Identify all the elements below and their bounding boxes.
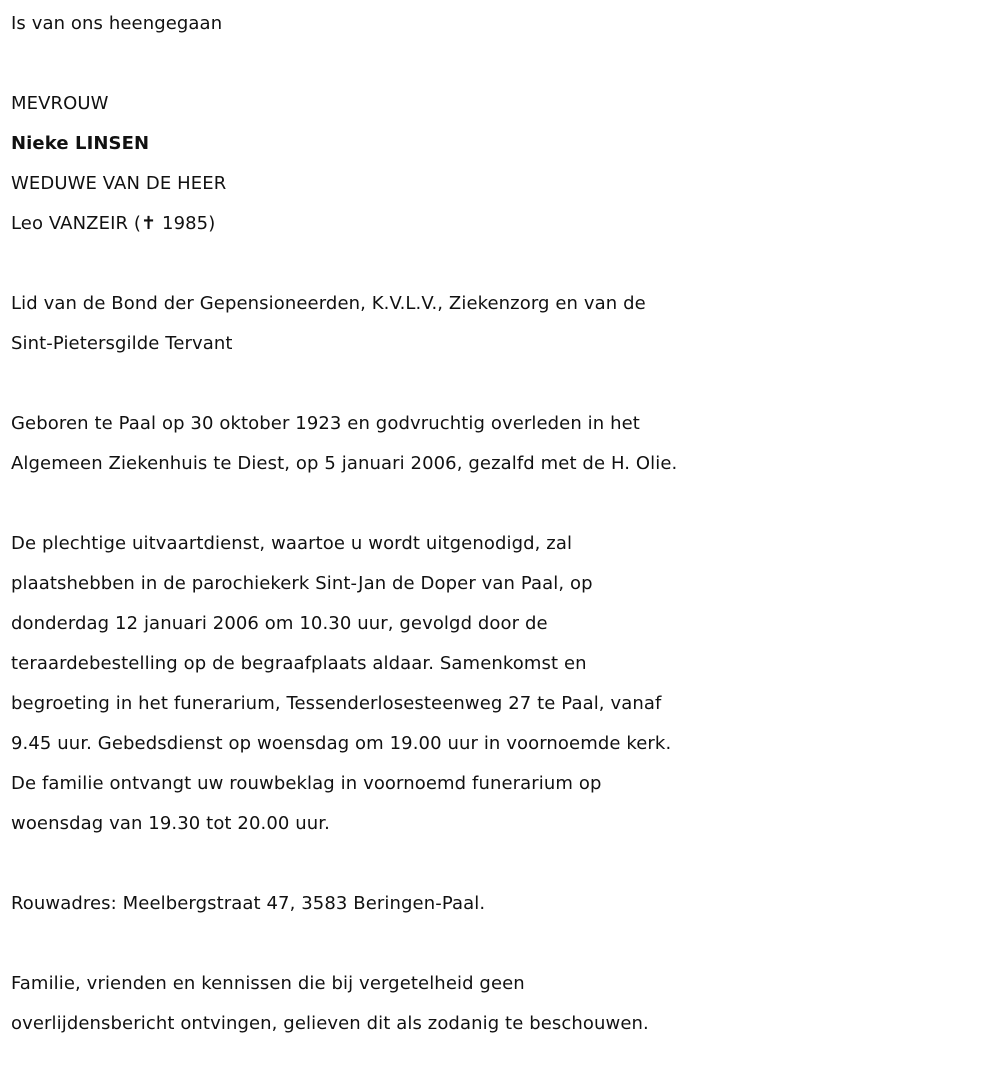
spacer [11,44,991,84]
paragraph-line: overlijdensbericht ontvingen, gelieven dit als zodanig te beschouwen. [11,1013,649,1034]
closing-paragraph [11,964,991,1044]
paragraph-line: Geboren te Paal op 30 oktober 1923 en godvruchtig overleden in het [11,413,640,434]
paragraph-line: Familie, vrienden en kennissen die bij vergetelheid geen [11,973,525,994]
mourning-address: Rouwadres: Meelbergstraat 47, 3583 Beringen-Paal. [11,893,486,914]
spacer [11,484,991,524]
paragraph-line: teraardebestelling op de begraafplaats aldaar. Samenkomst en [11,653,587,674]
membership-paragraph [11,284,991,364]
title-prefix: MEVROUW [11,93,109,114]
paragraph-line: begroeting in het funerarium, Tessenderlosesteenweg 27 te Paal, vanaf [11,693,662,714]
spacer [11,244,991,284]
paragraph-line: woensdag van 19.30 tot 20.00 uur. [11,813,330,834]
obituary-notice [11,0,991,1044]
service-paragraph [11,524,991,844]
spacer [11,844,991,884]
paragraph-line: Sint-Pietersgilde Tervant [11,333,233,354]
paragraph-line: Lid van de Bond der Gepensioneerden, K.V.L.V., Ziekenzorg en van de [11,293,646,314]
paragraph-line: De plechtige uitvaartdienst, waartoe u wordt uitgenodigd, zal [11,533,573,554]
birth-death-paragraph [11,404,991,484]
spacer [11,364,991,404]
paragraph-line: plaatshebben in de parochiekerk Sint-Jan de Doper van Paal, op [11,573,593,594]
intro-line: Is van ons heengegaan [11,13,223,34]
paragraph-line: 9.45 uur. Gebedsdienst op woensdag om 19.00 uur in voornoemde kerk. [11,733,672,754]
paragraph-line: donderdag 12 januari 2006 om 10.30 uur, gevolgd door de [11,613,548,634]
widow-of-label: WEDUWE VAN DE HEER [11,173,227,194]
spouse-name: Leo VANZEIR (✝ 1985) [11,213,216,234]
spacer [11,924,991,964]
paragraph-line: De familie ontvangt uw rouwbeklag in voornoemd funerarium op [11,773,602,794]
deceased-name: Nieke LINSEN [11,133,150,154]
paragraph-line: Algemeen Ziekenhuis te Diest, op 5 januari 2006, gezalfd met de H. Olie. [11,453,678,474]
